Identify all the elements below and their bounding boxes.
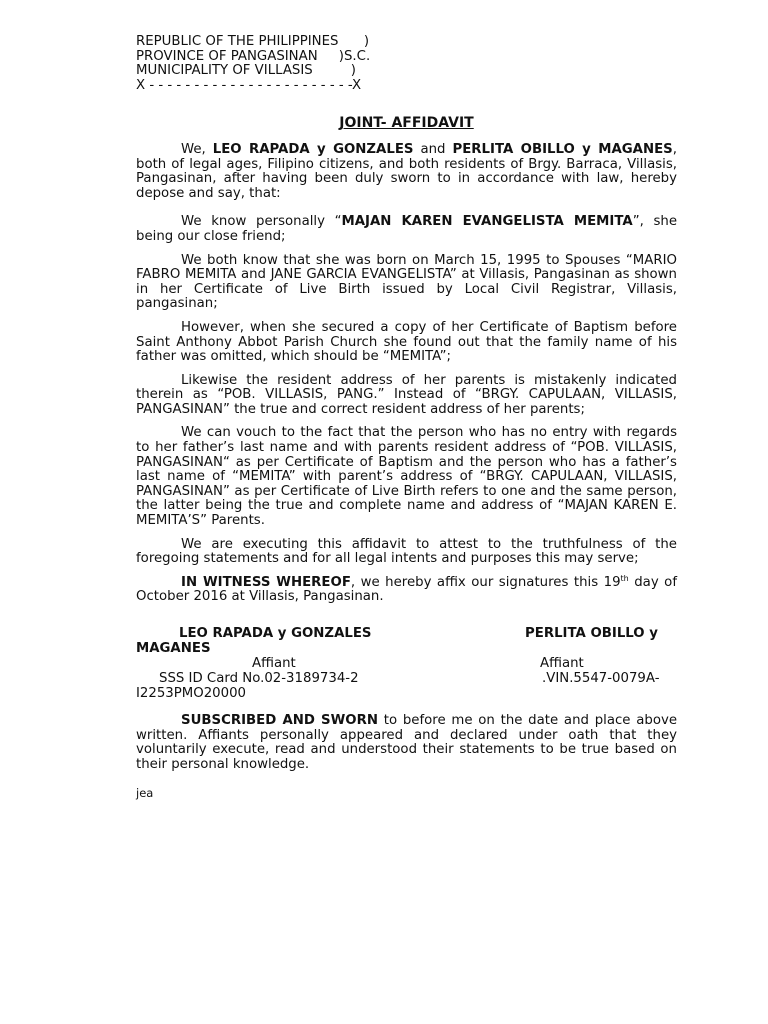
paragraph-vouch: We can vouch to the fact that the person who has no entry with regards to her father’s last name and with parents resident address of “POB. VILLASIS, PANGASINAN“ as per Certificate of Baptism and the person who has a father’s last name of “MEMITA” with parent’s address of “BRGY. CAPULAAN, VILLASIS, PANGASINAN” as per Certificate of Live Birth refers to one and the same person, the latter being the true and complete name and address of “MAJAN KAREN E. MEMITA’S” Parents. — [136, 425, 677, 529]
paragraph-know-personally — [136, 215, 677, 244]
signature-role-1: Affiant — [252, 656, 296, 671]
affiant1-name: LEO RAPADA y GONZALES — [212, 141, 414, 157]
document-title: JOINT- AFFIDAVIT — [339, 115, 474, 132]
paragraph-jurat — [136, 714, 677, 772]
witness-sup: th — [620, 573, 629, 583]
p1-b: ”, she being our close friend; — [136, 214, 677, 244]
intro-paragraph — [136, 143, 677, 201]
paragraph-baptism: However, when she secured a copy of her Certificate of Baptism before Saint Anthony Abbot Parish Church she found out that the family name of his father was omitted, which should be “MEMITA”; — [136, 319, 677, 365]
intro-we: We, — [181, 141, 213, 157]
witness-b: day of October 2016 at Villasis, Pangasinan. — [136, 574, 678, 605]
signature-name-2: PERLITA OBILLO y — [525, 626, 658, 641]
affidavit-page — [136, 35, 677, 801]
jurat-lead: SUBSCRIBED AND SWORN — [181, 713, 378, 728]
signature-name-1: LEO RAPADA y GONZALES — [179, 626, 372, 641]
p1-a: We know personally “ — [181, 214, 342, 230]
paragraph-address: Likewise the resident address of her parents is mistakenly indicated therein as “POB. VILLASIS, PANG.” Instead of “BRGY. CAPULAAN, VILLASIS, PANGASINAN” the true and correct resident address of her parents; — [136, 372, 677, 417]
intro-and: and — [413, 141, 453, 157]
jurat-rest: to before me on the date and place above written. Affiants personally appeared and declared under oath that they voluntarily execute, read and understood their statements to be true based on their personal knowledge. — [136, 713, 677, 772]
intro-rest: , both of legal ages, Filipino citizens, and both residents of Brgy. Barraca, Villasis, Pangasinan, after having been duly sworn to in accordance with law, hereby depose and say, that: — [136, 141, 677, 201]
paragraph-birth: We both know that she was born on March 15, 1995 to Spouses “MARIO FABRO MEMITA and JANE GARCIA EVANGELISTA” at Villasis, Pangasinan as shown in her Certificate of Live Birth issued by Local Civil Registrar, Villasis, pangasinan; — [136, 252, 677, 312]
initials: jea — [136, 786, 154, 801]
subject-name: MAJAN KAREN EVANGELISTA MEMITA — [341, 214, 633, 230]
signature-id-1: SSS ID Card No.02-3189734-2 — [159, 671, 359, 686]
paragraph-executing: We are executing this affidavit to attest to the truthfulness of the foregoing statements and for all legal intents and purposes this may serve; — [136, 536, 677, 567]
caption-separator: X - - - - - - - - - - - - - - - - - - - - - - -X — [136, 77, 362, 93]
witness-a: , we hereby affix our signatures this 19 — [350, 574, 621, 590]
signature-name-2-cont: MAGANES — [136, 641, 211, 656]
affiant2-name: PERLITA OBILLO y MAGANES — [452, 141, 673, 157]
caption-block — [136, 35, 677, 93]
signature-id-2: .VIN.5547-0079A- — [542, 671, 660, 686]
caption-province: PROVINCE OF PANGASINAN )S.C. — [136, 48, 371, 64]
signature-role-2: Affiant — [540, 656, 584, 671]
signature-id-2-cont: I2253PMO20000 — [136, 686, 247, 701]
witness-lead: IN WITNESS WHEREOF — [181, 574, 351, 590]
caption-municipality: MUNICIPALITY OF VILLASIS ) — [136, 63, 356, 79]
signature-block — [136, 627, 677, 702]
caption-republic: REPUBLIC OF THE PHILIPPINES ) — [136, 34, 370, 49]
paragraph-witness — [136, 573, 678, 605]
